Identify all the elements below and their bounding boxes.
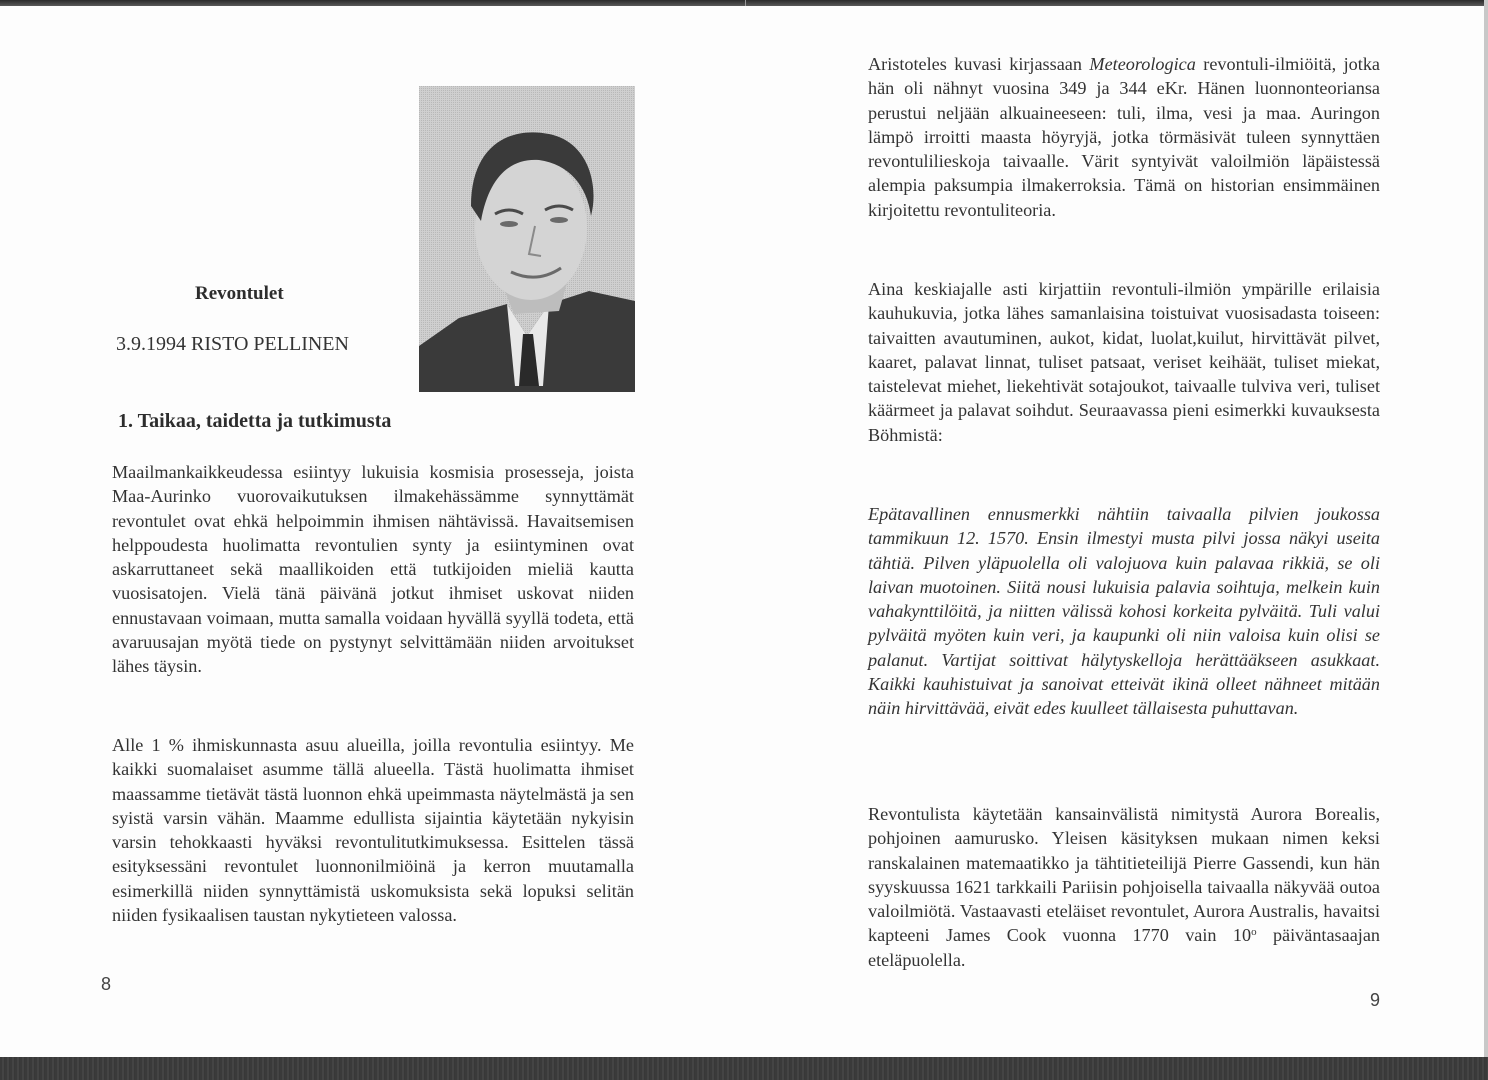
paragraph-text: revontuli-ilmiöitä, jotka hän oli nähnyt vuosina 349 ja 344 eKr. Hänen luonnonteoriansa perustui neljään alkuaineeseen: tuli, ilma, vesi ja maa. Auringon lämpö irroitti maasta höyryjä, jotka törmäsivät tuleen synnyttäen revontulilieskoja taivaalle. Värit syntyivät valoilmiön läpäistessä alempia paksumpia ilmakerroksia. Tämä on historian ensimmäinen kirjoitettu revontuliteoria. <box>868 54 1380 220</box>
date-author-line: 3.9.1994 RISTO PELLINEN <box>116 333 349 355</box>
scan-right-edge <box>1484 0 1488 1057</box>
paragraph-text: Alle 1 % ihmiskunnasta asuu alueilla, joilla revontulia esiintyy. Me kaikki suomalaiset asumme tällä alueella. Tästä huolimatta ihmiset maassamme tietävät tästä luonnon ehkä upeimmasta näytelmästä ja sen syistä varsin vähän. Maamme edullista sijaintia käytetään nykyisin varsin tehokkaasti hyväksi revontulitutkimuksessa. Esittelen tässä esityksessäni revontulet luonnonilmiöinä ja kerron muutamalla esimerkillä niiden synnyttämistä uskomuksista sekä lopuksi selitän niiden fysikaalisen taustan nykytieteen valossa. <box>112 735 634 926</box>
paragraph-text: Revontulista käytetään kansainvälistä nimitystä Aurora Borealis, pohjoinen aamurusko. Yleisen käsityksen mukaan nimen keksi ranskalainen matemaatikko ja tähtitieteilijä Pierre Gassendi, kun hän syyskuussa 1621 tarkkaili Pariisin pohjoisella taivaalla näkyvää outoa valoilmiötä. Vastaavasti eteläiset revontulet, Aurora Australis, havaitsi kapteeni James Cook vuonna 1770 vain 10 <box>868 804 1380 946</box>
page-number-left: 8 <box>101 974 112 994</box>
paragraph-text: Aristoteles kuvasi kirjassaan <box>868 54 1090 74</box>
paragraph-text: päiväntasaajan eteläpuolella. <box>868 925 1380 970</box>
author-portrait-photo <box>419 86 635 392</box>
quote-bohemia <box>868 502 1380 721</box>
section-heading: 1. Taikaa, taidetta ja tutkimusta <box>118 410 392 432</box>
scan-bottom-edge <box>0 1057 1488 1080</box>
document-title: Revontulet <box>195 283 284 304</box>
portrait-illustration <box>419 86 635 392</box>
paragraph-text: Maailmankaikkeudessa esiintyy lukuisia kosmisia prosesseja, joista Maa-Aurinko vuorovaikutuksen ilmakehässämme synnyttämät revontulet ovat ehkä helpoimmin ihmisen nähtävissä. Havaitsemisen helppoudesta huolimatta revontulien synty ja esiintyminen ovat askarruttaneet sekä maallikoiden että tutkijoiden mieliä kautta vuosisatojen. Vielä tänä päivänä jotkut ihmiset uskovat niiden ennustavaan voimaan, mutta samalla voidaan hyvällä syyllä todeta, että avaruusajan myötä tiede on pystynyt selvittämään niiden arvoitukset lähes täysin. <box>112 462 634 677</box>
book-title-meteorologica: Meteorologica <box>1089 54 1196 74</box>
left-page <box>0 0 744 1057</box>
degree-symbol: o <box>1251 926 1257 939</box>
page-number-right: 9 <box>1370 990 1381 1010</box>
paragraph-aurora-names <box>868 802 1380 972</box>
paragraph-intro <box>112 460 634 679</box>
paragraph-middle-ages <box>868 277 1380 447</box>
right-page <box>744 0 1484 1057</box>
quote-text: Epätavallinen ennusmerkki nähtiin taivaalla pilvien joukossa tammikuun 12. 1570. Ensin ilmestyi musta pilvi jossa näkyi useita tähtiä. Pilven yläpuolella oli valojuova kuin palavaa rikkiä, se oli laivan muotoinen. Siitä nousi lukuisia palavia soihtuja, melkein kuin vahakynttilöitä, ja niitten välissä kohosi korkeita pylväitä. Tuli valui pylväitä myöten kuin veri, ja kaupunki oli niin valoisa kuin olisi se palanut. Vartijat soittivat hälytyskelloja herättääkseen asukkaat. Kaikki kauhistuivat ja sanoivat etteivät ikinä olleet nähneet mitään näin hirvittävää, eivät edes kuulleet tällaisesta puhuttavan. <box>868 504 1380 719</box>
paragraph-finland <box>112 733 634 927</box>
paragraph-text: Aina keskiajalle asti kirjattiin revontuli-ilmiön ympärille erilaisia kauhukuvia, jotka lähes samanlaisina toistuivat vuosisadasta toiseen: taivaitten avautuminen, aukot, kidat, luolat,kuilut, hirvittävät pilvet, kaaret, palavat linnat, tuliset patsaat, veriset keihäät, tuliset miekat, taistelevat miehet, liekehtivät sotajoukot, taivaalle tulviva veri, tuliset käärmeet ja palavat soihdut. Seuraavassa pieni esimerkki kuvauksesta Böhmistä: <box>868 279 1380 445</box>
paragraph-aristoteles <box>868 52 1380 222</box>
